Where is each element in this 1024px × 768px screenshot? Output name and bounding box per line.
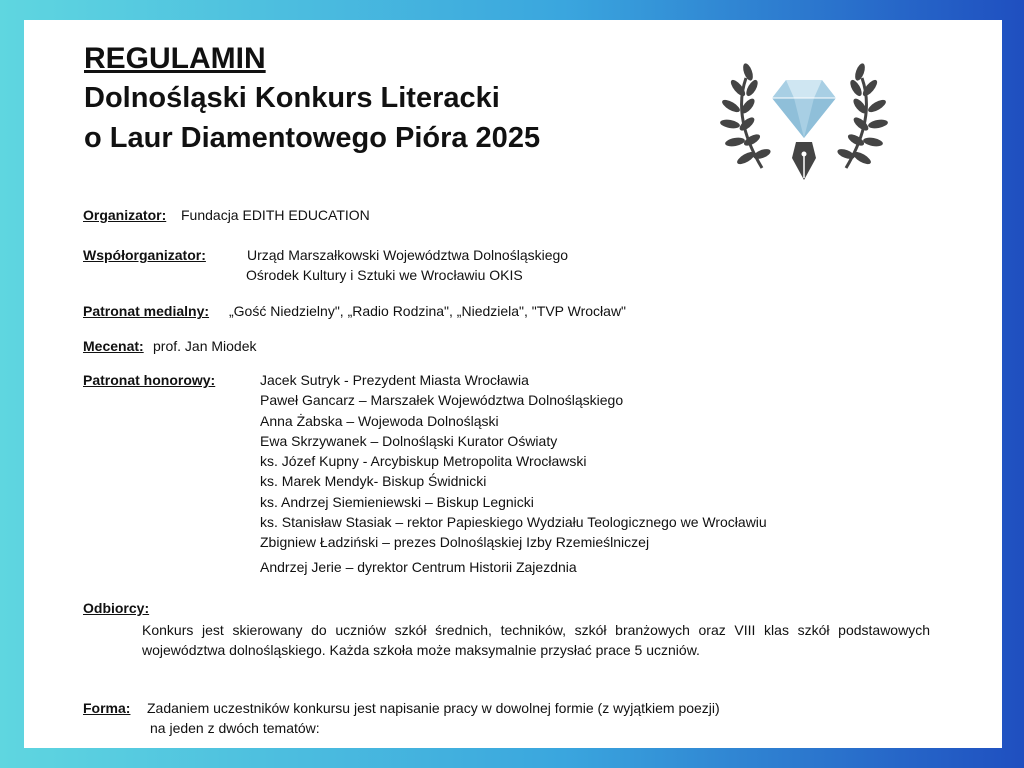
- honorary-item: Ewa Skrzywanek – Dolnośląski Kurator Oświaty: [260, 432, 558, 449]
- media-label: Patronat medialny:: [83, 303, 210, 319]
- honorary-item: Andrzej Jerie – dyrektor Centrum Historii Zajezdnia: [260, 558, 577, 575]
- document-page: [24, 20, 1002, 748]
- laurel-left-icon: [719, 62, 771, 168]
- form-row: [83, 698, 130, 718]
- honorary-row: [83, 370, 215, 390]
- laurel-right-icon: [836, 62, 888, 168]
- recipients-text: Konkurs jest skierowany do uczniów szkół średnich, techników, szkół branżowych oraz VIII klas szkół podstawowych województwa dolnośląskiego. Każda szkoła może maksymalnie przysłać prace 5 uczniów.: [142, 622, 930, 658]
- title-line-2: o Laur Diamentowego Pióra 2025: [84, 122, 541, 154]
- media-value: „Gość Niedzielny", „Radio Rodzina", „Niedziela", "TVP Wrocław": [229, 303, 627, 319]
- media-row: [83, 301, 209, 321]
- form-line-2: na jeden z dwóch tematów:: [150, 720, 320, 736]
- patron-value: prof. Jan Miodek: [153, 338, 257, 354]
- coorganizer-value-1: Urząd Marszałkowski Województwa Dolnośląskiego: [247, 247, 569, 263]
- recipients-row: [83, 598, 149, 618]
- diamond-icon: [772, 80, 836, 138]
- honorary-list: [260, 370, 767, 577]
- title-heading: REGULAMIN: [84, 42, 266, 75]
- honorary-item: Zbigniew Ładziński – prezes Dolnośląskiej Izby Rzemieślniczej: [260, 534, 650, 551]
- pen-nib-icon: [792, 142, 816, 180]
- title-line-1: Dolnośląski Konkurs Literacki: [84, 82, 500, 114]
- organizer-row: [83, 205, 166, 225]
- form-line-1: Zadaniem uczestników konkursu jest napisanie pracy w dowolnej formie (z wyjątkiem poezji): [147, 700, 720, 716]
- patron-label: Mecenat:: [83, 338, 144, 354]
- honorary-item: Anna Żabska – Wojewoda Dolnośląski: [260, 412, 499, 429]
- title-block: [84, 40, 540, 158]
- honorary-item: ks. Józef Kupny - Arcybiskup Metropolita Wrocławski: [260, 453, 587, 470]
- coorganizer-value-2: Ośrodek Kultury i Sztuki we Wrocławiu OKIS: [246, 267, 523, 283]
- honorary-item: Paweł Gancarz – Marszałek Województwa Dolnośląskiego: [260, 392, 624, 409]
- diamond-pen-laurel-icon: [716, 58, 892, 186]
- organizer-label: Organizator:: [83, 207, 167, 223]
- organizer-value: Fundacja EDITH EDUCATION: [181, 207, 370, 223]
- honorary-item: Jacek Sutryk - Prezydent Miasta Wrocławia: [260, 372, 529, 388]
- form-label: Forma:: [83, 700, 131, 716]
- patron-row: [83, 336, 144, 356]
- honorary-item: ks. Andrzej Siemieniewski – Biskup Legnicki: [260, 493, 534, 510]
- honorary-item: ks. Stanisław Stasiak – rektor Papieskiego Wydziału Teologicznego we Wrocławiu: [260, 514, 767, 531]
- coorganizer-label: Współorganizator:: [83, 247, 206, 263]
- recipients-label: Odbiorcy:: [83, 600, 150, 616]
- honorary-label: Patronat honorowy:: [83, 372, 216, 388]
- coorganizer-row: [83, 245, 206, 265]
- honorary-item: ks. Marek Mendyk- Biskup Świdnicki: [260, 473, 487, 490]
